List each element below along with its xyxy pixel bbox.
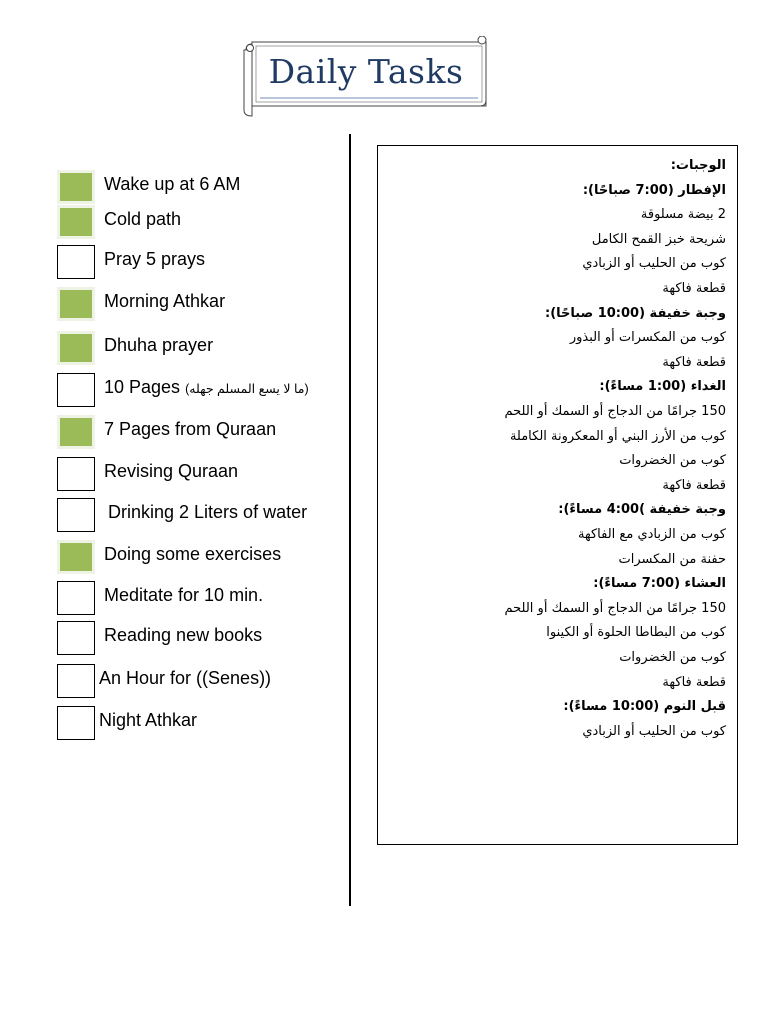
meal-item: كوب من الزبادي مع الفاكهة <box>578 527 726 542</box>
meal-item: كوب من الحليب أو الزبادي <box>582 723 726 739</box>
meal-item: 150 جرامًا من الدجاج أو السمك أو اللحم <box>504 600 726 616</box>
task-label <box>104 335 213 356</box>
task-checkbox[interactable] <box>57 415 95 449</box>
task-label <box>104 377 309 398</box>
task-checkbox[interactable] <box>57 540 95 574</box>
task-row <box>0 664 340 700</box>
meal-item: كوب من الخضروات <box>619 650 726 665</box>
task-label <box>104 249 205 270</box>
task-label-text: Doing some exercises <box>104 544 282 564</box>
meal-heading: الغداء (1:00 مساءً): <box>599 379 726 395</box>
meal-item: كوب من الخضروات <box>619 453 726 469</box>
task-row <box>0 581 340 617</box>
meal-item: حفنة من المكسرات <box>618 551 726 567</box>
task-checkbox[interactable] <box>57 498 95 532</box>
column-divider <box>349 134 351 906</box>
task-label-text: Wake up at 6 AM <box>104 174 241 194</box>
task-checkbox[interactable] <box>57 373 95 407</box>
task-row <box>0 540 340 576</box>
task-row <box>0 170 340 206</box>
task-label-text: An Hour for ((Senes)) <box>99 668 272 688</box>
task-label <box>104 291 225 312</box>
task-checkbox[interactable] <box>57 706 95 740</box>
meal-heading: الوجبات: <box>670 158 726 173</box>
task-checkbox[interactable] <box>57 664 95 698</box>
task-label <box>104 209 181 230</box>
task-checkbox[interactable] <box>57 621 95 655</box>
task-label-text: 10 Pages <box>104 377 181 397</box>
task-row <box>0 205 340 241</box>
meal-item: كوب من الأرز البني أو المعكرونة الكاملة <box>509 428 726 444</box>
meal-plan-box <box>377 145 738 845</box>
meal-item: 2 بيضة مسلوقة <box>640 207 726 223</box>
meal-item: قطعة فاكهة <box>662 354 726 370</box>
task-checkbox[interactable] <box>57 581 95 615</box>
task-row <box>0 415 340 451</box>
task-label-text: Pray 5 prays <box>104 249 206 269</box>
task-label <box>104 461 238 482</box>
meal-item: قطعة فاكهة <box>662 281 726 296</box>
task-row <box>0 621 340 657</box>
task-label-text: Night Athkar <box>99 710 198 730</box>
title-banner <box>240 36 490 118</box>
meal-item: شريحة خبز القمح الكامل <box>591 231 726 247</box>
task-checkbox[interactable] <box>57 287 95 321</box>
task-label-text: Revising Quraan <box>104 461 239 481</box>
task-label-text: Drinking 2 Liters of water <box>108 502 308 522</box>
task-label <box>104 585 263 606</box>
task-label <box>104 625 262 646</box>
task-label-text: Dhuha prayer <box>104 335 214 355</box>
task-label-note: (ما لا يسع المسلم جهله) <box>185 382 309 396</box>
task-row <box>0 331 340 367</box>
task-row <box>0 706 340 742</box>
meal-item: قطعة فاكهة <box>662 674 726 690</box>
task-label-text: Meditate for 10 min. <box>104 585 264 605</box>
task-checkbox[interactable] <box>57 245 95 279</box>
meal-item: 150 جرامًا من الدجاج أو السمك أو اللحم <box>504 404 726 419</box>
meal-heading: وجبة خفيفة )4:00 مساءً): <box>558 502 726 518</box>
task-label-text: Cold path <box>104 209 182 229</box>
task-checkbox[interactable] <box>57 457 95 491</box>
task-row <box>0 373 340 409</box>
task-label-text: Reading new books <box>104 625 263 645</box>
meal-heading: الإفطار (7:00 صباحًا): <box>582 182 726 198</box>
task-checkbox[interactable] <box>57 170 95 204</box>
task-label <box>104 174 240 195</box>
meal-item: قطعة فاكهة <box>662 477 726 493</box>
task-label <box>108 502 307 523</box>
task-label-text: Morning Athkar <box>104 291 226 311</box>
task-label-text: 7 Pages from Quraan <box>104 419 277 439</box>
task-row <box>0 245 340 281</box>
meal-item: كوب من البطاطا الحلوة أو الكينوا <box>546 625 726 641</box>
task-checkbox[interactable] <box>57 331 95 365</box>
task-label <box>99 668 271 689</box>
task-row <box>0 498 340 534</box>
task-label <box>104 419 276 440</box>
meal-heading: وجبة خفيفة (10:00 صباحًا): <box>545 305 726 321</box>
task-checkbox[interactable] <box>57 205 95 239</box>
task-row <box>0 457 340 493</box>
task-row <box>0 287 340 323</box>
meal-item: كوب من المكسرات أو البذور <box>569 330 726 346</box>
meal-heading: قبل النوم (10:00 مساءً): <box>563 699 726 715</box>
task-label <box>99 710 197 731</box>
meal-heading: العشاء (7:00 مساءً): <box>593 576 726 592</box>
page-title: Daily Tasks <box>268 52 464 91</box>
meal-item: كوب من الحليب أو الزبادي <box>582 256 726 272</box>
task-label <box>104 544 281 565</box>
